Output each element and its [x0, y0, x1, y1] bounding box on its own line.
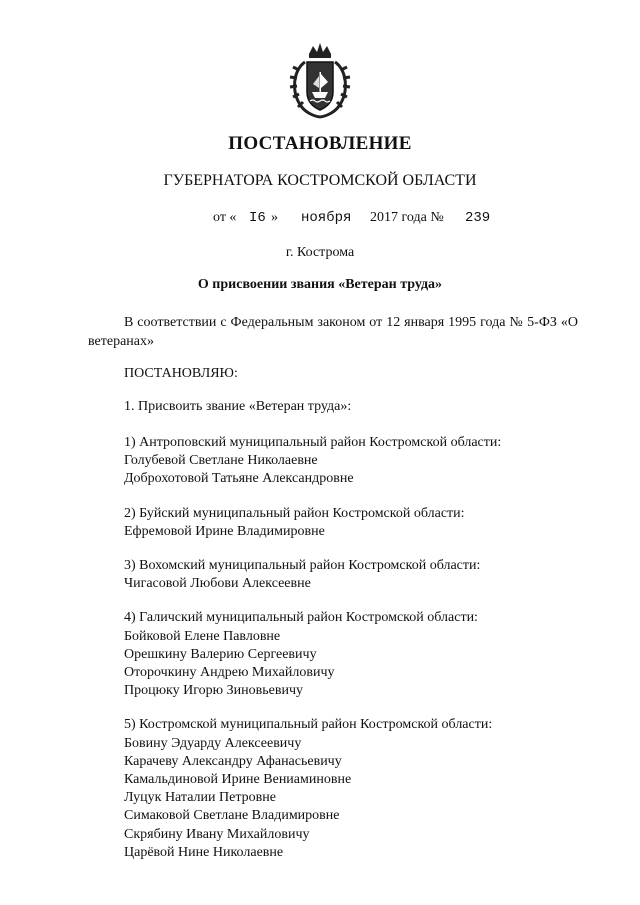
- person-name: Царёвой Нине Николаевне: [124, 844, 284, 860]
- person-name: Камальдиновой Ирине Вениаминовне: [124, 772, 352, 788]
- person-name: Ефремовой Ирине Владимировне: [124, 523, 325, 539]
- date-month: ноября: [301, 210, 352, 226]
- person-name: Луцук Наталии Петровне: [124, 790, 276, 806]
- person-name: Орешкину Валерию Сергеевичу: [124, 646, 317, 662]
- document-heading: О присвоении звания «Ветеран труда»: [197, 277, 443, 292]
- district-block: [124, 557, 584, 593]
- date-year: 2017 года №: [370, 210, 444, 225]
- person-name: Доброхотовой Татьяне Александровне: [124, 471, 354, 487]
- date-line: [0, 210, 640, 230]
- coat-of-arms-icon: [285, 40, 355, 120]
- date-day: I6: [249, 210, 266, 226]
- decree-word: ПОСТАНОВЛЯЮ:: [124, 366, 238, 381]
- district-block: [124, 434, 584, 489]
- district-title: 5) Костромской муниципальный район Костромской области:: [124, 717, 493, 733]
- person-name: Бойковой Елене Павловне: [124, 628, 281, 644]
- preamble: В соответствии с Федеральным законом от 12 января 1995 года № 5-ФЗ «О ветеранах»: [88, 315, 578, 349]
- district-list: [124, 434, 584, 878]
- person-name: Голубевой Светлане Николаевне: [124, 453, 318, 469]
- person-name: Скрябину Ивану Михайловичу: [124, 826, 310, 842]
- person-name: Процюку Игорю Зиновьевичу: [124, 683, 303, 699]
- person-name: Чигасовой Любови Алексеевне: [124, 576, 311, 592]
- district-block: [124, 716, 584, 862]
- district-block: [124, 505, 584, 541]
- city: г. Кострома: [285, 245, 355, 260]
- person-name: Карачеву Александру Афанасьевичу: [124, 753, 342, 769]
- document-number: 239: [465, 210, 491, 226]
- document-subtitle: ГУБЕРНАТОРА КОСТРОМСКОЙ ОБЛАСТИ: [163, 172, 477, 189]
- clause-1: 1. Присвоить звание «Ветеран труда»:: [124, 399, 352, 414]
- district-title: 4) Галичский муниципальный район Костромской области:: [124, 610, 478, 626]
- date-prefix: от «: [213, 210, 237, 225]
- district-title: 2) Буйский муниципальный район Костромской области:: [124, 505, 465, 521]
- district-title: 3) Вохомский муниципальный район Костромской области:: [124, 558, 481, 574]
- district-title: 1) Антроповский муниципальный район Костромской области:: [124, 435, 502, 450]
- date-close-quote: »: [271, 210, 278, 225]
- person-name: Оторочкину Андрею Михайловичу: [124, 665, 335, 681]
- person-name: Симаковой Светлане Владимировне: [124, 808, 340, 824]
- document-title: ПОСТАНОВЛЕНИЕ: [228, 133, 412, 154]
- person-name: Бовину Эдуарду Алексеевичу: [124, 735, 302, 751]
- district-block: [124, 609, 584, 700]
